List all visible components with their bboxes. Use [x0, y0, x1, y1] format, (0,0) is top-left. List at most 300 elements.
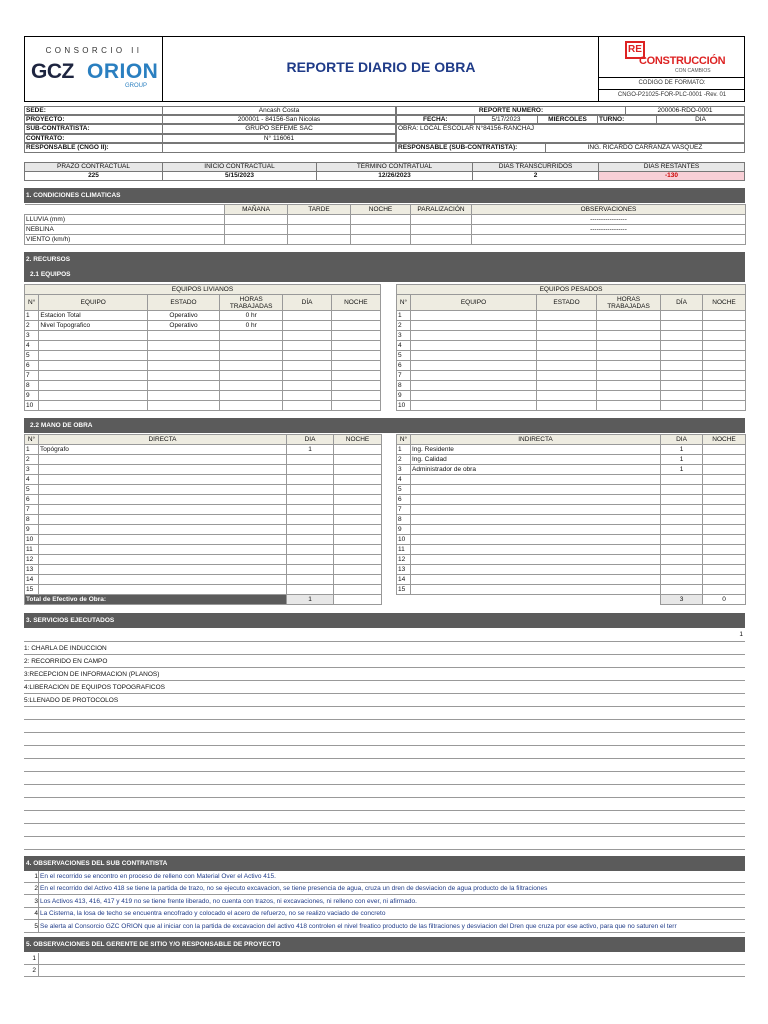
contrato-value: N° 116061 [162, 134, 396, 143]
row-number: 7 [397, 371, 411, 381]
table-row [397, 371, 746, 381]
table-row [397, 381, 746, 391]
table-cell [283, 331, 331, 341]
plazo-header: DIAS RESTANTES [598, 162, 745, 172]
dia-count [287, 575, 334, 585]
noche-count [703, 525, 746, 535]
worker-name [411, 545, 661, 555]
table-cell [411, 331, 537, 341]
worker-name [411, 575, 661, 585]
worker-name [411, 585, 661, 595]
table-row [25, 331, 381, 341]
noche-count [703, 585, 746, 595]
table-row [397, 321, 746, 331]
table-cell [537, 361, 597, 371]
table-cell [661, 331, 703, 341]
table-cell [537, 351, 597, 361]
table-cell [283, 341, 331, 351]
row-number: 1 [25, 445, 39, 455]
plazo-value: 2 [472, 171, 599, 181]
noche-count [703, 495, 746, 505]
table-cell [703, 361, 746, 371]
table-cell: 0 hr [219, 311, 283, 321]
con-cambios-text: CON CAMBIOS [675, 68, 711, 74]
table-cell [537, 381, 597, 391]
worker-name [39, 535, 287, 545]
servicios-section-title: 3. SERVICIOS EJECUTADOS [24, 613, 745, 628]
table-cell [703, 321, 746, 331]
noche-count [334, 545, 382, 555]
table-row [397, 341, 746, 351]
total-spacer [397, 595, 661, 605]
col-header: N° [25, 295, 39, 311]
mano-obra-section-title: 2.2 MANO DE OBRA [24, 418, 745, 433]
row-number: 4 [25, 341, 39, 351]
plazo-value: 12/26/2023 [316, 171, 473, 181]
worker-name [39, 525, 287, 535]
row-number: 4 [397, 475, 411, 485]
table-cell [148, 351, 220, 361]
equipos-livianos-header: EQUIPOS LIVIANOS [25, 285, 381, 295]
consorcio-text: CONSORCIO II [45, 46, 143, 55]
table-cell [537, 341, 597, 351]
worker-name [39, 515, 287, 525]
worker-name [411, 495, 661, 505]
dia-count: 1 [661, 465, 703, 475]
table-cell [411, 361, 537, 371]
row-number: 2 [397, 321, 411, 331]
table-row [397, 515, 746, 525]
table-row [397, 565, 746, 575]
table-cell [283, 371, 331, 381]
equipos-livianos-table [24, 284, 381, 411]
table-cell [39, 391, 148, 401]
dia-count [287, 515, 334, 525]
noche-count [334, 535, 382, 545]
col-header: NOCHE [334, 435, 382, 445]
table-row [397, 455, 746, 465]
codigo-value: CNGO-P21025-FOR-PLC-0001 -Rev. 01 [598, 89, 745, 101]
table-cell [219, 381, 283, 391]
servicio-line [24, 629, 745, 642]
table-cell [597, 321, 661, 331]
noche-count [703, 485, 746, 495]
table-cell: Nivel Topografico [39, 321, 148, 331]
table-row [25, 525, 382, 535]
plazo-header: PRAZO CONTRACTUAL [24, 162, 163, 172]
noche-count [334, 445, 382, 455]
fecha-label: FECHA: [396, 115, 475, 124]
obs-number: 2 [32, 967, 36, 974]
worker-name [39, 575, 287, 585]
obs-number: 2 [34, 885, 38, 893]
noche-count [334, 585, 382, 595]
servicio-line: 2: RECORRIDO EN CAMPO [24, 655, 745, 668]
noche-count [334, 475, 382, 485]
obs-sub-item [24, 883, 745, 895]
obra-value: OBRA: LOCAL ESCOLAR N°84156-RANCHAJ [396, 124, 745, 143]
table-cell [537, 391, 597, 401]
row-number: 5 [397, 351, 411, 361]
obs-sub-item [24, 896, 745, 908]
dia-count [287, 525, 334, 535]
resp-cngo-label: RESPONSABLE (CNGO II): [24, 143, 163, 153]
table-cell [331, 311, 380, 321]
servicio-line [24, 824, 745, 837]
obs-sub-item [24, 908, 745, 920]
table-row [397, 391, 746, 401]
table-row [397, 505, 746, 515]
worker-name: Topógrafo [39, 445, 287, 455]
dia-count [287, 475, 334, 485]
noche-count [703, 575, 746, 585]
report-header [24, 36, 745, 102]
row-number: 1 [397, 445, 411, 455]
table-cell [283, 401, 331, 411]
col-header: ESTADO [537, 295, 597, 311]
table-row [397, 525, 746, 535]
dia-count [661, 495, 703, 505]
table-cell [283, 391, 331, 401]
table-cell [597, 381, 661, 391]
dia-count [287, 545, 334, 555]
table-row [25, 465, 382, 475]
col-header: EQUIPO [39, 295, 148, 311]
table-cell [661, 381, 703, 391]
dia-count [661, 565, 703, 575]
total-label: Total de Efectivo de Obra: [25, 595, 287, 605]
table-cell [219, 341, 283, 351]
reporte-label: REPORTE NÚMERO: [396, 106, 626, 115]
servicio-line [24, 785, 745, 798]
table-cell [39, 401, 148, 411]
table-row [25, 475, 382, 485]
row-number: 3 [397, 465, 411, 475]
equipos-section-title: 2.1 EQUIPOS [24, 267, 745, 282]
servicio-line [24, 707, 745, 720]
worker-name [411, 505, 661, 515]
worker-name [411, 515, 661, 525]
obs-number: 1 [34, 873, 38, 880]
table-cell [661, 341, 703, 351]
obs-number: 3 [34, 897, 38, 905]
plazo-value: 5/15/2023 [162, 171, 317, 181]
table-cell [661, 391, 703, 401]
table-row [25, 515, 382, 525]
table-row [25, 361, 381, 371]
table-cell [39, 351, 148, 361]
table-cell [703, 391, 746, 401]
table-cell [597, 351, 661, 361]
servicio-line [24, 759, 745, 772]
dia-count [287, 455, 334, 465]
worker-name [411, 535, 661, 545]
table-cell: Operativo [148, 321, 220, 331]
row-number: 7 [397, 505, 411, 515]
dia-count [661, 575, 703, 585]
table-row [25, 545, 382, 555]
worker-name [39, 545, 287, 555]
table-cell [661, 371, 703, 381]
mano-directa-table [24, 434, 382, 605]
turno-label: TURNO: [597, 115, 657, 124]
row-number: 10 [25, 401, 39, 411]
clima-row-label: NEBLINA [25, 225, 225, 235]
table-row [397, 311, 746, 321]
table-row [397, 475, 746, 485]
worker-name [39, 455, 287, 465]
dia-semana: MIÉRCOLES [537, 115, 598, 124]
table-cell [331, 401, 380, 411]
table-cell [537, 401, 597, 411]
table-row [25, 555, 382, 565]
row-number: 9 [397, 391, 411, 401]
table-cell [219, 371, 283, 381]
worker-name [39, 495, 287, 505]
table-row [25, 445, 382, 455]
total-row [25, 595, 382, 605]
row-number: 14 [25, 575, 39, 585]
table-row [25, 321, 381, 331]
page-title: REPORTE DIARIO DE OBRA [286, 59, 476, 75]
table-cell [661, 311, 703, 321]
col-header: HORAS TRABAJADAS [597, 295, 661, 311]
noche-count [703, 535, 746, 545]
dia-count [661, 475, 703, 485]
table-row [25, 535, 382, 545]
table-cell [148, 361, 220, 371]
row-number: 3 [25, 331, 39, 341]
servicio-line [24, 798, 745, 811]
row-number: 4 [397, 341, 411, 351]
table-cell [331, 381, 380, 391]
total-noche [334, 595, 382, 605]
plazo-header: INÍCIO CONTRACTUAL [162, 162, 317, 172]
noche-count [703, 445, 746, 455]
table-cell [331, 391, 380, 401]
obs-sub-item [24, 871, 745, 883]
dia-count [287, 505, 334, 515]
table-cell [703, 331, 746, 341]
table-row [397, 575, 746, 585]
obs-number: 5 [34, 922, 38, 930]
noche-count [334, 505, 382, 515]
table-cell [597, 311, 661, 321]
table-cell [597, 391, 661, 401]
codigo-label: CODIGO DE FORMATO: [598, 77, 745, 89]
plazo-header: TÉRMINO CONTRATUAL [316, 162, 473, 172]
total-dia: 3 [661, 595, 703, 605]
servicio-line [24, 746, 745, 759]
table-cell [537, 321, 597, 331]
clima-obs: ----------------- [472, 225, 746, 235]
row-number: 8 [25, 381, 39, 391]
table-cell [411, 341, 537, 351]
table-cell [537, 371, 597, 381]
table-cell [331, 341, 380, 351]
col-header: DÍA [283, 295, 331, 311]
dia-count [287, 585, 334, 595]
noche-count [703, 505, 746, 515]
row-number: 14 [397, 575, 411, 585]
table-cell [331, 321, 380, 331]
plazo-value: 225 [24, 171, 163, 181]
noche-count [703, 545, 746, 555]
col-header: N° [25, 435, 39, 445]
table-row [25, 381, 381, 391]
servicio-line [24, 811, 745, 824]
table-cell [219, 331, 283, 341]
sede-label: SEDE: [24, 106, 163, 115]
row-number: 2 [25, 321, 39, 331]
table-cell [597, 361, 661, 371]
obs-number: 1 [32, 955, 36, 962]
equipos-pesados-table [396, 284, 746, 411]
dia-count: 1 [287, 445, 334, 455]
noche-count [703, 555, 746, 565]
re-mark: RE [625, 41, 645, 59]
table-cell [703, 381, 746, 391]
dia-count [661, 505, 703, 515]
col-header: HORAS TRABAJADAS [219, 295, 283, 311]
table-cell [703, 341, 746, 351]
table-cell [411, 351, 537, 361]
servicio-line [24, 837, 745, 850]
row-number: 8 [397, 381, 411, 391]
clima-col: OBSERVACIONES [472, 205, 746, 215]
col-header: NOCHE [703, 435, 746, 445]
worker-name [411, 525, 661, 535]
table-row [397, 495, 746, 505]
row-number: 15 [397, 585, 411, 595]
table-cell [283, 321, 331, 331]
clima-table [24, 204, 746, 245]
row-number: 11 [25, 545, 39, 555]
servicio-line [24, 733, 745, 746]
noche-count [703, 465, 746, 475]
row-number: 3 [25, 465, 39, 475]
proyecto-label: PROYECTO: [24, 115, 163, 124]
turno-value: DIA [656, 115, 745, 124]
servicios-number: 1 [739, 631, 743, 638]
row-number: 10 [397, 401, 411, 411]
table-cell [597, 341, 661, 351]
dia-count: 1 [661, 455, 703, 465]
table-cell [219, 361, 283, 371]
servicio-line [24, 772, 745, 785]
table-cell [148, 331, 220, 341]
proyecto-value: 200001 - 84156-San Nicolas [162, 115, 396, 124]
noche-count [703, 565, 746, 575]
worker-name [411, 475, 661, 485]
servicio-line: 1: CHARLA DE INDUCCION [24, 642, 745, 655]
total-noche: 0 [703, 595, 746, 605]
table-cell [703, 351, 746, 361]
dia-count [661, 515, 703, 525]
dia-count [661, 545, 703, 555]
table-row [25, 575, 382, 585]
row-number: 9 [25, 391, 39, 401]
row-number: 12 [25, 555, 39, 565]
obs-sub-section-title: 4. OBSERVACIONES DEL SUB CONTRATISTA [24, 856, 745, 871]
table-cell [148, 371, 220, 381]
table-cell [537, 331, 597, 341]
table-row [397, 445, 746, 455]
reconstruccion-logo [598, 37, 745, 77]
table-cell: 0 hr [219, 321, 283, 331]
table-row [25, 565, 382, 575]
worker-name [39, 555, 287, 565]
noche-count [334, 555, 382, 565]
table-cell [597, 401, 661, 411]
row-number: 13 [25, 565, 39, 575]
table-cell [537, 311, 597, 321]
table-cell [703, 371, 746, 381]
row-number: 7 [25, 505, 39, 515]
row-number: 7 [25, 371, 39, 381]
noche-count [334, 465, 382, 475]
row-number: 9 [25, 525, 39, 535]
dia-count [287, 465, 334, 475]
subcontratista-label: SUB-CONTRATISTA: [24, 124, 163, 134]
table-cell [661, 401, 703, 411]
table-cell: Operativo [148, 311, 220, 321]
mano-indirecta-table [396, 434, 746, 605]
row-number: 12 [397, 555, 411, 565]
table-cell [703, 311, 746, 321]
obs-text: La Cisterna, la losa de techo se encuentra encofrado y colocado el acero de refuerzo, no se realizo vaciado de concreto [40, 910, 386, 918]
table-cell [661, 321, 703, 331]
servicio-line: 5:LLENADO DE PROTOCOLOS [24, 694, 745, 707]
table-row [397, 555, 746, 565]
table-cell [703, 401, 746, 411]
consorcio-logo [25, 37, 163, 101]
table-row [397, 585, 746, 595]
table-row [397, 535, 746, 545]
clima-col: TARDE [288, 205, 351, 215]
noche-count [334, 525, 382, 535]
table-row [25, 371, 381, 381]
col-header: DIA [287, 435, 334, 445]
row-number: 1 [397, 311, 411, 321]
table-cell [411, 391, 537, 401]
table-cell [283, 361, 331, 371]
clima-col: PARALIZACIÓN [411, 205, 472, 215]
table-cell [148, 341, 220, 351]
obs-gerente-item [24, 953, 745, 965]
equipos-pesados-header: EQUIPOS PESADOS [397, 285, 746, 295]
noche-count [703, 455, 746, 465]
clima-row-label: VIENTO (km/h) [25, 235, 225, 245]
worker-name: Ing. Calidad [411, 455, 661, 465]
resp-sub-value: ING. RICARDO CARRANZA VASQUEZ [545, 143, 745, 153]
table-cell [283, 311, 331, 321]
worker-name [39, 565, 287, 575]
fecha-value: 5/17/2023 [474, 115, 538, 124]
dia-count [287, 565, 334, 575]
table-cell [39, 331, 148, 341]
table-row [397, 331, 746, 341]
table-row [25, 585, 382, 595]
clima-col: NOCHE [351, 205, 411, 215]
table-cell [597, 331, 661, 341]
worker-name [411, 555, 661, 565]
gcz-text: GCZ [31, 60, 74, 83]
table-row [25, 391, 381, 401]
table-cell [148, 381, 220, 391]
row-number: 5 [397, 485, 411, 495]
col-header: ESTADO [148, 295, 220, 311]
